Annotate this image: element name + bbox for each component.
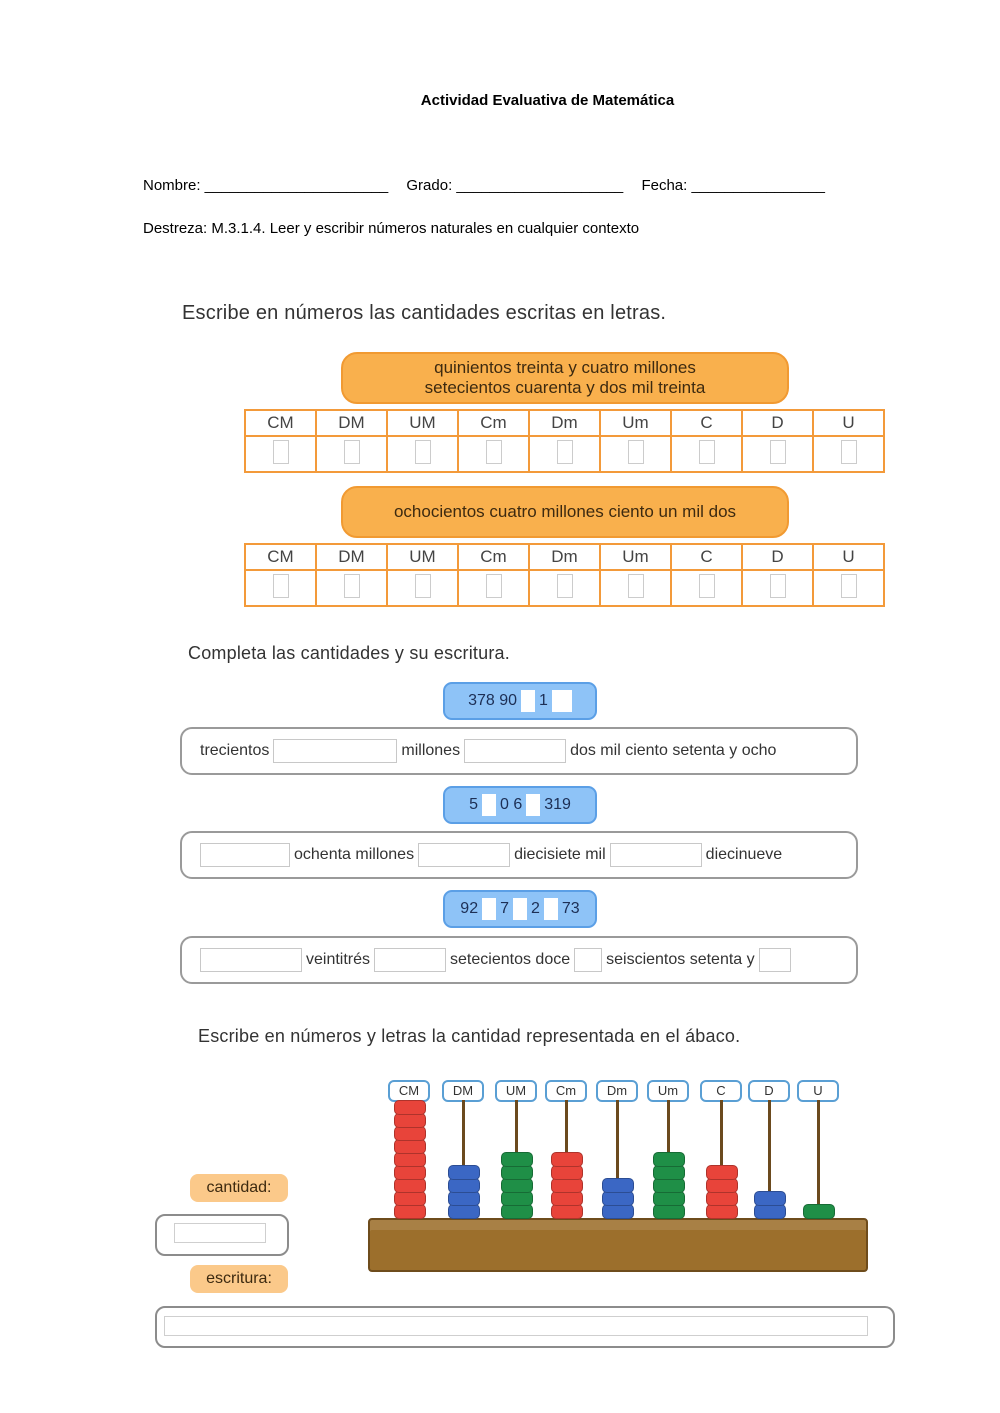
- digit-input[interactable]: [841, 574, 857, 598]
- digit-slot[interactable]: [513, 898, 527, 920]
- abacus-bead: [501, 1178, 533, 1193]
- abacus-bead: [551, 1178, 583, 1193]
- digit-input[interactable]: [699, 574, 715, 598]
- abacus-base: [368, 1218, 868, 1272]
- col-header: Um: [600, 544, 671, 570]
- words-3-part-a: veintitrés: [306, 951, 371, 968]
- col-header: Cm: [458, 544, 529, 570]
- digit-input[interactable]: [841, 440, 857, 464]
- number-words-1-line2: setecientos cuarenta y dos mil treinta: [424, 378, 706, 397]
- abacus-bead: [394, 1139, 426, 1154]
- abacus-bead: [653, 1178, 685, 1193]
- number-words-1-line1: quinientos treinta y cuatro millones: [434, 358, 696, 377]
- digit-input[interactable]: [770, 440, 786, 464]
- destreza-text: Destreza: M.3.1.4. Leer y escribir números naturales en cualquier contexto: [143, 220, 640, 237]
- cantidad-label: cantidad:: [190, 1174, 288, 1202]
- abacus-bead: [448, 1165, 480, 1180]
- word-input[interactable]: [574, 948, 602, 972]
- word-input[interactable]: [200, 843, 290, 867]
- abacus-bead: [394, 1100, 426, 1115]
- digit-input[interactable]: [415, 440, 431, 464]
- section3-heading: Escribe en números y letras la cantidad representada en el ábaco.: [198, 1026, 741, 1046]
- abacus-column-label: D: [748, 1080, 790, 1102]
- abacus-bead: [754, 1191, 786, 1206]
- fecha-field[interactable]: Fecha: ________________: [641, 177, 825, 194]
- col-header: D: [742, 410, 813, 436]
- number-words-card-2: [341, 486, 789, 538]
- digit-input[interactable]: [415, 574, 431, 598]
- abacus-bead: [394, 1165, 426, 1180]
- abacus-bead: [501, 1165, 533, 1180]
- place-value-table-2: [244, 543, 885, 607]
- words-row-2: [180, 831, 858, 879]
- number-1-part-b: 1: [539, 692, 548, 709]
- col-header: C: [671, 544, 742, 570]
- words-row-3: [180, 936, 858, 984]
- abacus-bead: [706, 1178, 738, 1193]
- student-info-line: [143, 177, 839, 194]
- abacus-bead: [551, 1204, 583, 1219]
- abacus-column-label: DM: [442, 1080, 484, 1102]
- col-header: U: [813, 410, 884, 436]
- col-header: C: [671, 410, 742, 436]
- col-header: U: [813, 544, 884, 570]
- abacus-column-label: CM: [388, 1080, 430, 1102]
- section2-heading: Completa las cantidades y su escritura.: [188, 643, 510, 663]
- digit-slot[interactable]: [544, 898, 558, 920]
- abacus-bead: [706, 1204, 738, 1219]
- number-card-2: [443, 786, 597, 824]
- digit-input[interactable]: [486, 574, 502, 598]
- digit-input[interactable]: [344, 440, 360, 464]
- abacus-column-label: Dm: [596, 1080, 638, 1102]
- abacus-column-label: Cm: [545, 1080, 587, 1102]
- words-1-part-c: dos mil ciento setenta y ocho: [570, 742, 777, 759]
- digit-input[interactable]: [273, 574, 289, 598]
- abacus-bead: [394, 1178, 426, 1193]
- abacus-bead: [754, 1204, 786, 1219]
- number-2-part-c: 319: [544, 796, 571, 813]
- abacus-bead: [551, 1152, 583, 1167]
- digit-input[interactable]: [770, 574, 786, 598]
- number-1-part-a: 378 90: [468, 692, 518, 709]
- words-row-1: [180, 727, 858, 775]
- abacus-bead: [653, 1191, 685, 1206]
- col-header: DM: [316, 410, 387, 436]
- abacus-bead: [551, 1165, 583, 1180]
- digit-input[interactable]: [628, 574, 644, 598]
- number-card-3: [443, 890, 597, 928]
- words-2-part-a: ochenta millones: [294, 846, 415, 863]
- digit-slot[interactable]: [526, 794, 540, 816]
- abacus-bead: [653, 1204, 685, 1219]
- col-header: UM: [387, 544, 458, 570]
- abacus-bead: [448, 1178, 480, 1193]
- abacus-bead: [706, 1165, 738, 1180]
- number-words-2: ochocientos cuatro millones ciento un mil dos: [393, 502, 737, 521]
- number-card-1: [443, 682, 597, 720]
- abacus-column-label: C: [700, 1080, 742, 1102]
- number-3-part-b: 7: [500, 900, 509, 917]
- digit-slot[interactable]: [482, 794, 496, 816]
- col-header: CM: [245, 410, 316, 436]
- escritura-input[interactable]: [164, 1316, 868, 1336]
- digit-slot[interactable]: [521, 690, 535, 712]
- digit-input[interactable]: [557, 574, 573, 598]
- abacus-bead: [501, 1152, 533, 1167]
- word-input[interactable]: [374, 948, 446, 972]
- section1-heading: Escribe en números las cantidades escritas en letras.: [182, 302, 667, 324]
- abacus-column-label: Um: [647, 1080, 689, 1102]
- abacus-bead: [394, 1191, 426, 1206]
- col-header: CM: [245, 544, 316, 570]
- col-header: Cm: [458, 410, 529, 436]
- number-2-part-a: 5: [469, 796, 478, 813]
- number-3-part-c: 2: [531, 900, 540, 917]
- abacus-bead: [602, 1178, 634, 1193]
- escritura-label: escritura:: [190, 1265, 288, 1293]
- digit-input[interactable]: [486, 440, 502, 464]
- word-input[interactable]: [418, 843, 510, 867]
- abacus-column-label: UM: [495, 1080, 537, 1102]
- digit-input[interactable]: [273, 440, 289, 464]
- abacus-bead: [394, 1204, 426, 1219]
- word-input[interactable]: [273, 739, 397, 763]
- digit-input[interactable]: [628, 440, 644, 464]
- number-3-part-a: 92: [460, 900, 479, 917]
- grado-field[interactable]: Grado: ____________________: [406, 177, 624, 194]
- abacus-bead: [653, 1165, 685, 1180]
- abacus-bead: [706, 1191, 738, 1206]
- abacus-bead: [448, 1204, 480, 1219]
- abacus-bead: [551, 1191, 583, 1206]
- col-header: DM: [316, 544, 387, 570]
- place-value-table-1: [244, 409, 885, 473]
- words-1-part-b: millones: [401, 742, 461, 759]
- abacus-column-label: U: [797, 1080, 839, 1102]
- abacus-bead: [653, 1152, 685, 1167]
- words-2-part-c: diecinueve: [705, 846, 783, 863]
- word-input[interactable]: [759, 948, 791, 972]
- nombre-field[interactable]: Nombre: ______________________: [143, 177, 389, 194]
- word-input[interactable]: [610, 843, 702, 867]
- col-header: Dm: [529, 544, 600, 570]
- digit-input[interactable]: [699, 440, 715, 464]
- page-title: Actividad Evaluativa de Matemática: [420, 92, 675, 109]
- digit-input[interactable]: [344, 574, 360, 598]
- col-header: UM: [387, 410, 458, 436]
- digit-slot[interactable]: [552, 690, 572, 712]
- words-3-part-c: seiscientos setenta y: [606, 951, 755, 968]
- abacus-bead: [501, 1204, 533, 1219]
- digit-input[interactable]: [557, 440, 573, 464]
- abacus-rod: [817, 1100, 820, 1220]
- number-words-card-1: [341, 352, 789, 404]
- abacus-bead: [602, 1204, 634, 1219]
- abacus-bead: [394, 1113, 426, 1128]
- col-header: Dm: [529, 410, 600, 436]
- abacus-bead: [602, 1191, 634, 1206]
- word-input[interactable]: [200, 948, 302, 972]
- abacus-bead: [501, 1191, 533, 1206]
- abacus-bead: [394, 1126, 426, 1141]
- abacus-bead: [394, 1152, 426, 1167]
- abacus-bead: [803, 1204, 835, 1219]
- words-3-part-b: setecientos doce: [450, 951, 571, 968]
- number-3-part-d: 73: [561, 900, 580, 917]
- word-input[interactable]: [464, 739, 566, 763]
- words-1-part-a: trecientos: [200, 742, 270, 759]
- digit-slot[interactable]: [482, 898, 496, 920]
- col-header: Um: [600, 410, 671, 436]
- number-2-part-b: 0 6: [499, 796, 523, 813]
- abacus-bead: [448, 1191, 480, 1206]
- words-2-part-b: diecisiete mil: [514, 846, 606, 863]
- cantidad-input[interactable]: [174, 1223, 266, 1243]
- col-header: D: [742, 544, 813, 570]
